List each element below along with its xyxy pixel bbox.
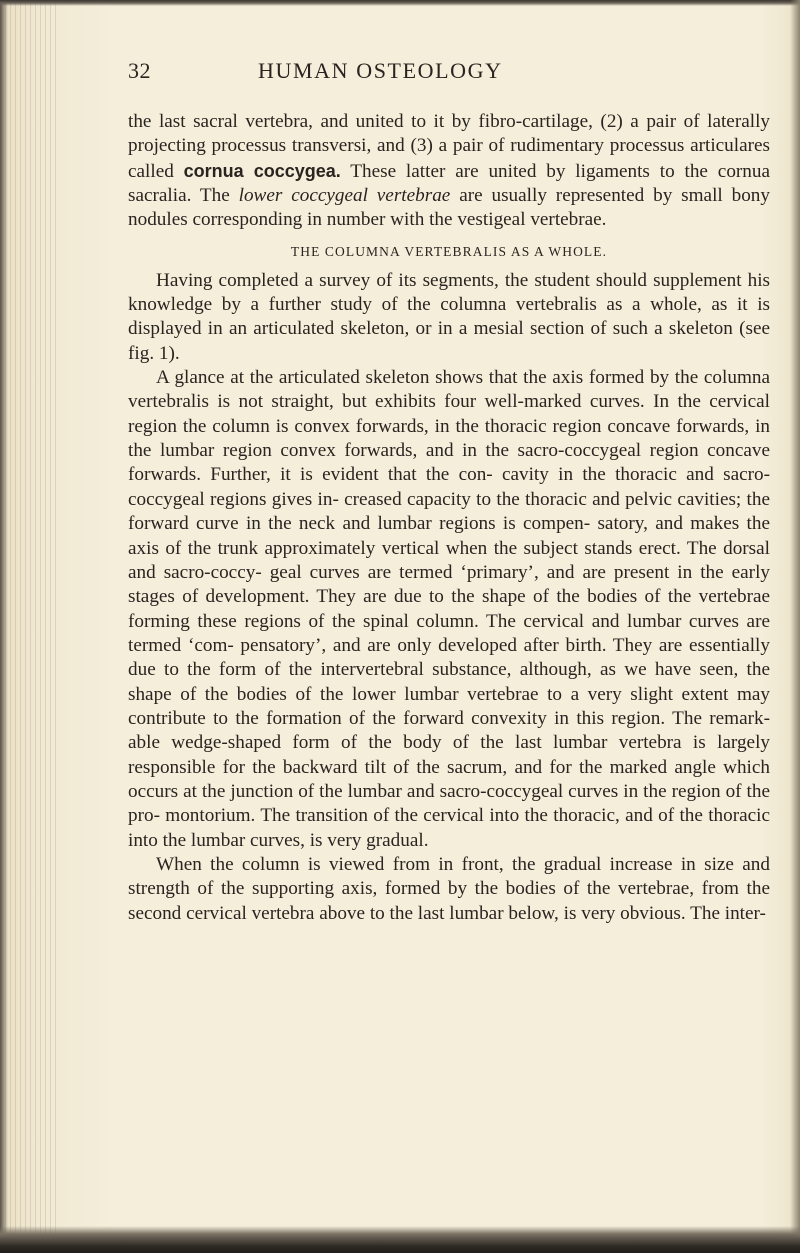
paragraph-1-part-2: These latter are united by ligaments to the cornua sacralia. The [128,160,770,207]
paragraph-1-part-3: are usually represented by small bony nodules corresponding in number with the vestigeal vertebrae. [128,185,770,231]
body-text [128,110,770,926]
section-heading: THE COLUMNA VERTEBRALIS AS A WHOLE. [290,243,608,259]
page-header [128,58,768,92]
book-spine-gutter [0,0,56,1253]
paragraph-front-view: When the column is viewed from in front, the gradual increase in size and strength of the supporting axis, formed by the bodies of the vertebrae, from the second cervical vertebra above to the last lumbar below, is very obvious. The inter- [128,853,770,924]
term-lower-coccygeal-vertebrae: lower coccygeal vertebrae [238,185,451,207]
page-right-edge [790,0,800,1253]
page-top-edge [0,0,800,6]
paragraph-survey: Having completed a survey of its segments, the student should supplement his knowledge by a further study of the columna vertebralis as a whole, as it is displayed in an articulated skeleton, or in a mesial section of such a skeleton (see fig. 1). [128,269,770,364]
page-bottom-edge [0,1226,800,1253]
term-cornua-coccygea: cornua coccygea. [183,160,341,181]
page-number: 32 [128,58,151,83]
running-head: HUMAN OSTEOLOGY [258,58,503,83]
paragraph-curves: A glance at the articulated skeleton shows that the axis formed by the columna vertebralis is not straight, but exhibits four well-marked curves. In the cervical region the column is convex forwards, in the thoracic region concave forwards, in the lumbar region convex forwards, and in the sacro-coccygeal region concave forwards. Further, it is evident that the con- cavity in the thoracic and sacro-coccygeal regions gives in- creased capacity to the thoracic and pelvic cavities; the forward curve in the neck and lumbar regions is compen- satory, and makes the axis of the trunk approximately vertical when the subject stands erect. The dorsal and sacro-coccy- geal curves are termed ‘primary’, and are present in the early stages of development. They are due to the shape of the bodies of the vertebrae forming these regions of the spinal column. The cervical and lumbar curves are termed ‘com- pensatory’, and are only developed after birth. They are essentially due to the form of the intervertebral substance, although, as we have seen, the shape of the bodies of the lower lumbar vertebrae to a very slight extent may contribute to the formation of the forward convexity in this region. The remark- able wedge-shaped form of the body of the last lumbar vertebra is largely responsible for the backward tilt of the sacrum, and for the marked angle which occurs at the junction of the lumbar and sacro-coccygeal curves in the region of the pro- montorium. The transition of the cervical into the thoracic, and of the thoracic into the lumbar curves, is very gradual. [128,367,770,851]
paragraph-1-part-1: the last sacral vertebra, and united to it by fibro-cartilage, (2) a pair of laterally projecting processus transversi, and (3) a pair of rudimentary processus articulares called [128,111,770,182]
paragraph-continued [128,110,770,233]
